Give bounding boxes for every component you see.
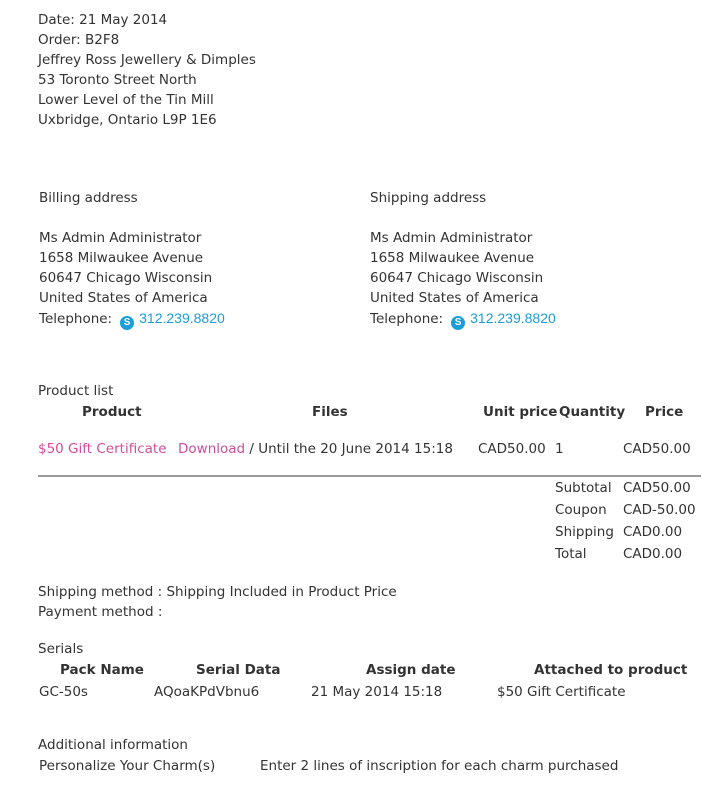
billing-telephone-label: Telephone: bbox=[39, 311, 113, 327]
col-header-attached: Attached to product bbox=[534, 662, 688, 678]
coupon-label: Coupon bbox=[555, 502, 607, 518]
download-link[interactable]: Download bbox=[178, 441, 246, 457]
total-value: CAD0.00 bbox=[623, 546, 683, 562]
shipping-city: 60647 Chicago Wisconsin bbox=[370, 270, 544, 286]
shipping-phone-link[interactable]: 312.239.8820 bbox=[470, 310, 556, 326]
product-list-title: Product list bbox=[38, 383, 114, 399]
shipping-street: 1658 Milwaukee Avenue bbox=[370, 250, 535, 266]
additional-title: Additional information bbox=[38, 737, 188, 753]
order-date: Date: 21 May 2014 bbox=[38, 12, 168, 28]
serial-pack-cell: GC-50s bbox=[39, 684, 88, 700]
shipping-telephone-label: Telephone: bbox=[370, 311, 444, 327]
subtotal-value: CAD50.00 bbox=[623, 480, 691, 496]
col-header-price: Price bbox=[645, 404, 684, 420]
shipping-telephone bbox=[370, 308, 556, 330]
serial-attached-cell: $50 Gift Certificate bbox=[497, 684, 626, 700]
file-cell bbox=[178, 439, 453, 459]
additional-label: Personalize Your Charm(s) bbox=[39, 758, 216, 774]
billing-street: 1658 Milwaukee Avenue bbox=[39, 250, 204, 266]
col-header-assign-date: Assign date bbox=[366, 662, 456, 678]
unit-price-cell: CAD50.00 bbox=[478, 441, 546, 457]
col-header-serial-data: Serial Data bbox=[196, 662, 281, 678]
shipping-method: Shipping method : Shipping Included in Product Price bbox=[38, 584, 397, 600]
shipping-country: United States of America bbox=[370, 290, 539, 306]
billing-telephone bbox=[39, 308, 225, 330]
shipping-name: Ms Admin Administrator bbox=[370, 230, 533, 246]
skype-icon[interactable]: S bbox=[451, 316, 465, 330]
serial-data-cell: AQoaKPdVbnu6 bbox=[154, 684, 260, 700]
table-divider bbox=[38, 475, 701, 477]
order-number: Order: B2F8 bbox=[38, 32, 120, 48]
price-cell: CAD50.00 bbox=[623, 441, 691, 457]
store-name: Jeffrey Ross Jewellery & Dimples bbox=[38, 52, 256, 68]
shipping-title: Shipping address bbox=[370, 190, 487, 206]
quantity-cell: 1 bbox=[555, 441, 564, 457]
payment-method: Payment method : bbox=[38, 604, 163, 620]
col-header-unit-price: Unit price bbox=[483, 404, 558, 420]
billing-country: United States of America bbox=[39, 290, 208, 306]
additional-value: Enter 2 lines of inscription for each charm purchased bbox=[260, 758, 619, 774]
col-header-pack-name: Pack Name bbox=[60, 662, 144, 678]
billing-title: Billing address bbox=[39, 190, 138, 206]
total-label: Total bbox=[555, 546, 587, 562]
col-header-files: Files bbox=[312, 404, 348, 420]
col-header-product: Product bbox=[82, 404, 142, 420]
product-link[interactable]: $50 Gift Certificate bbox=[38, 441, 167, 457]
serial-assign-cell: 21 May 2014 15:18 bbox=[311, 684, 443, 700]
col-header-quantity: Quantity bbox=[559, 404, 626, 420]
skype-icon[interactable]: S bbox=[120, 316, 134, 330]
store-city: Uxbridge, Ontario L9P 1E6 bbox=[38, 112, 217, 128]
serials-title: Serials bbox=[38, 641, 84, 657]
coupon-value: CAD-50.00 bbox=[623, 502, 696, 518]
billing-city: 60647 Chicago Wisconsin bbox=[39, 270, 213, 286]
store-street: 53 Toronto Street North bbox=[38, 72, 197, 88]
shipping-cost-label: Shipping bbox=[555, 524, 614, 540]
billing-name: Ms Admin Administrator bbox=[39, 230, 202, 246]
shipping-cost-value: CAD0.00 bbox=[623, 524, 683, 540]
download-until: / Until the 20 June 2014 15:18 bbox=[245, 441, 453, 457]
store-level: Lower Level of the Tin Mill bbox=[38, 92, 214, 108]
billing-phone-link[interactable]: 312.239.8820 bbox=[139, 310, 225, 326]
subtotal-label: Subtotal bbox=[555, 480, 612, 496]
